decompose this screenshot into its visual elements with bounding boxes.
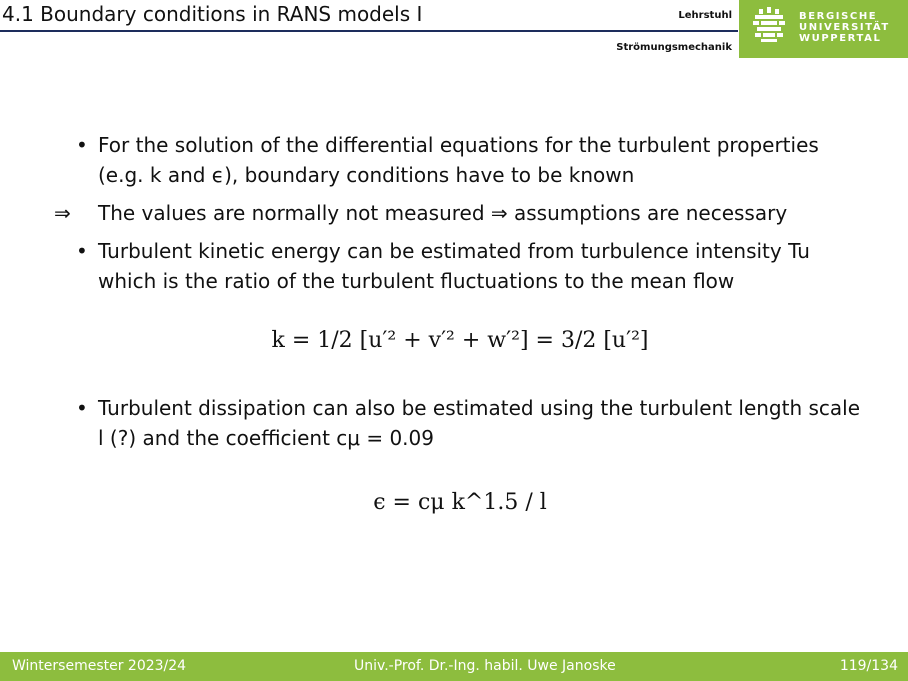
logo-line-1: BERGISCHE — [799, 11, 878, 22]
footer-author: Univ.-Prof. Dr.-Ing. habil. Uwe Janoske — [354, 658, 616, 674]
logo-line-2: UNIVERSITÄT — [799, 22, 890, 33]
footer-page-number: 119/134 — [839, 658, 898, 674]
bullet-dot-2: • — [76, 239, 88, 263]
bullet-dot-3: • — [76, 396, 88, 420]
chair-label-line2: Strömungsmechanik — [616, 42, 732, 53]
equation-tke: k = 1/2 [u′² + v′² + w′²] = 3/2 [u′²] — [271, 328, 649, 353]
footer-semester: Wintersemester 2023/24 — [12, 658, 187, 674]
bullet-dot-1: • — [76, 133, 88, 157]
implication-text: The values are normally not measured ⇒ assumptions are necessary — [98, 201, 788, 225]
bullet-2: Turbulent kinetic energy can be estimated from turbulence intensity Tu which is the ratio of the turbulent fluctuations to the mean flow — [98, 239, 810, 293]
chair-label-line1: Lehrstuhl — [678, 10, 732, 21]
logo-line-3: WUPPERTAL — [799, 33, 882, 44]
equation-dissipation: ϵ = cμ k^1.5 / l — [373, 490, 547, 515]
slide-title: 4.1 Boundary conditions in RANS models I — [2, 2, 423, 26]
bullet-1: For the solution of the differential equations for the turbulent properties (e.g. k and ϵ), boundary conditions have to be known — [98, 133, 819, 187]
bullet-3: Turbulent dissipation can also be estimated using the turbulent length scale l (?) and the coefficient cμ = 0.09 — [98, 396, 861, 450]
implies-icon: ⇒ — [54, 201, 71, 225]
footer-bar — [0, 652, 908, 681]
